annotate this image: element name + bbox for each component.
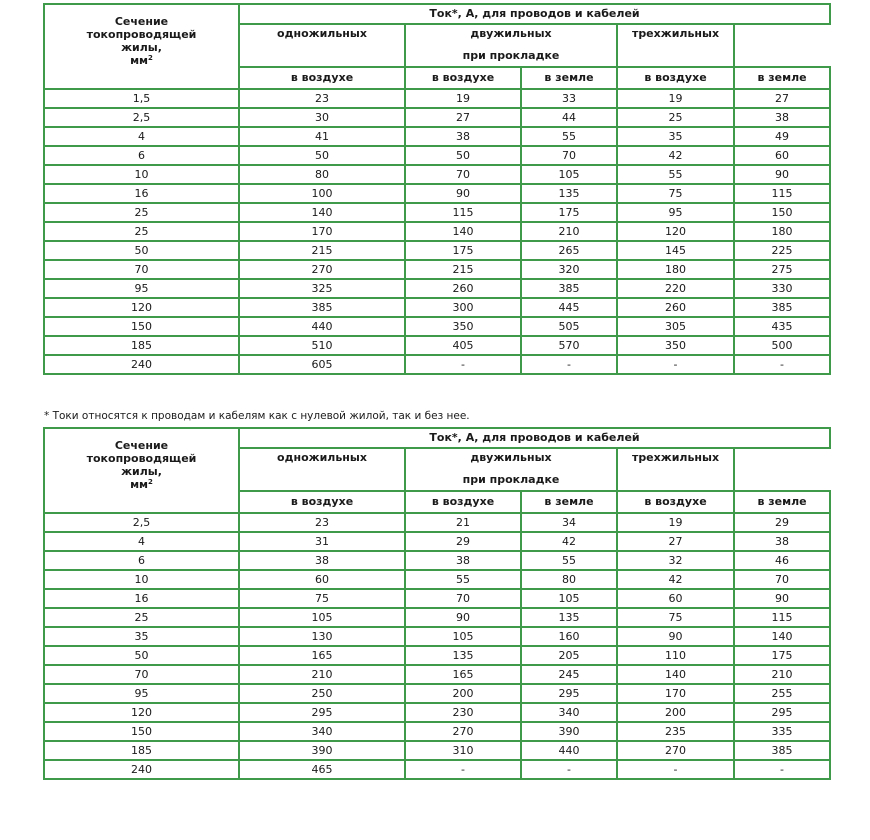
section-cell: 120	[44, 703, 239, 722]
current-cell: 140	[405, 222, 521, 241]
section-cell: 70	[44, 260, 239, 279]
current-cell: 135	[521, 608, 617, 627]
in-air-header: в воздухе	[405, 67, 521, 89]
current-cell: 55	[405, 570, 521, 589]
section-cell: 6	[44, 551, 239, 570]
current-cell: 435	[734, 317, 830, 336]
section-cell: 16	[44, 184, 239, 203]
table-row	[44, 317, 830, 336]
current-cell: 75	[617, 184, 734, 203]
current-cell: 350	[617, 336, 734, 355]
current-cell: 29	[405, 532, 521, 551]
current-table-2	[43, 427, 831, 780]
section-cell: 185	[44, 336, 239, 355]
laying-header: при прокладке	[405, 46, 617, 67]
current-cell: 305	[617, 317, 734, 336]
current-cell: 225	[734, 241, 830, 260]
laying-header: при прокладке	[405, 470, 617, 491]
section-header: Сечение токопроводящей жилы, $мм^2$	[44, 428, 239, 513]
current-cell: 135	[405, 646, 521, 665]
current-cell: 175	[405, 241, 521, 260]
current-cell: 295	[521, 684, 617, 703]
current-cell: 570	[521, 336, 617, 355]
current-table-1	[43, 3, 831, 375]
current-cell: 70	[405, 165, 521, 184]
current-cell: 38	[405, 551, 521, 570]
current-cell: 50	[405, 146, 521, 165]
section-header: Сечение токопроводящей жилы, $мм^2$	[44, 4, 239, 89]
section-cell: 16	[44, 589, 239, 608]
current-cell: -	[521, 760, 617, 779]
table-row	[44, 260, 830, 279]
current-cell: 310	[405, 741, 521, 760]
current-cell: -	[405, 760, 521, 779]
two-core-header: двужильных	[405, 448, 617, 470]
section-cell: 2,5	[44, 513, 239, 532]
current-cell: 135	[521, 184, 617, 203]
in-ground-header: в земле	[521, 67, 617, 89]
section-cell: 50	[44, 646, 239, 665]
current-cell: 165	[239, 646, 405, 665]
in-ground-header: в земле	[521, 491, 617, 513]
current-cell: 130	[239, 627, 405, 646]
current-cell: 90	[617, 627, 734, 646]
current-cell: 35	[617, 127, 734, 146]
section-cell: 50	[44, 241, 239, 260]
current-cell: 115	[734, 184, 830, 203]
in-ground-header: в земле	[734, 491, 830, 513]
current-cell: 34	[521, 513, 617, 532]
section-cell: 4	[44, 127, 239, 146]
table-header	[44, 428, 830, 513]
current-cell: 210	[734, 665, 830, 684]
table-row	[44, 336, 830, 355]
current-cell: 55	[521, 127, 617, 146]
table-row	[44, 165, 830, 184]
section-cell: 1,5	[44, 89, 239, 108]
current-cell: 110	[617, 646, 734, 665]
single-core-header: одножильных	[239, 24, 405, 67]
current-cell: 49	[734, 127, 830, 146]
current-cell: 250	[239, 684, 405, 703]
current-cell: 295	[239, 703, 405, 722]
current-cell: 60	[239, 570, 405, 589]
current-cell: 510	[239, 336, 405, 355]
table-row	[44, 741, 830, 760]
current-cell: 55	[617, 165, 734, 184]
current-cell: -	[734, 355, 830, 374]
current-cell: 255	[734, 684, 830, 703]
current-cell: 46	[734, 551, 830, 570]
table-row	[44, 627, 830, 646]
current-cell: -	[405, 355, 521, 374]
current-cell: 215	[239, 241, 405, 260]
table-row	[44, 241, 830, 260]
current-cell: 23	[239, 513, 405, 532]
current-cell: 32	[617, 551, 734, 570]
current-cell: 385	[239, 298, 405, 317]
current-cell: 270	[617, 741, 734, 760]
current-cell: 38	[405, 127, 521, 146]
current-cell: 350	[405, 317, 521, 336]
current-cell: 105	[521, 165, 617, 184]
section-cell: 4	[44, 532, 239, 551]
current-cell: 27	[405, 108, 521, 127]
table-row	[44, 532, 830, 551]
current-cell: 390	[239, 741, 405, 760]
current-cell: 21	[405, 513, 521, 532]
in-air-header: в воздухе	[617, 67, 734, 89]
current-cell: 265	[521, 241, 617, 260]
section-cell: 2,5	[44, 108, 239, 127]
in-air-header: в воздухе	[617, 491, 734, 513]
current-cell: 230	[405, 703, 521, 722]
current-cell: 105	[405, 627, 521, 646]
current-cell: 60	[617, 589, 734, 608]
current-cell: 465	[239, 760, 405, 779]
table-row	[44, 551, 830, 570]
current-cell: 335	[734, 722, 830, 741]
current-title: Ток*, А, для проводов и кабелей	[239, 428, 830, 448]
current-cell: 320	[521, 260, 617, 279]
current-cell: 80	[239, 165, 405, 184]
current-cell: -	[617, 760, 734, 779]
current-cell: 200	[405, 684, 521, 703]
table-row	[44, 89, 830, 108]
section-cell: 10	[44, 570, 239, 589]
current-cell: 215	[405, 260, 521, 279]
section-cell: 95	[44, 279, 239, 298]
in-air-header: в воздухе	[405, 491, 521, 513]
current-cell: 175	[521, 203, 617, 222]
current-cell: 150	[734, 203, 830, 222]
current-cell: 210	[239, 665, 405, 684]
current-cell: 140	[239, 203, 405, 222]
section-cell: 95	[44, 684, 239, 703]
current-cell: 50	[239, 146, 405, 165]
table-row	[44, 513, 830, 532]
table-row	[44, 127, 830, 146]
current-cell: 270	[405, 722, 521, 741]
table-header	[44, 4, 830, 89]
table-row	[44, 722, 830, 741]
current-cell: 295	[734, 703, 830, 722]
current-cell: 175	[734, 646, 830, 665]
in-air-header: в воздухе	[239, 491, 405, 513]
section-cell: 35	[44, 627, 239, 646]
current-cell: 44	[521, 108, 617, 127]
current-cell: 325	[239, 279, 405, 298]
current-cell: 19	[405, 89, 521, 108]
current-cell: 23	[239, 89, 405, 108]
current-cell: 160	[521, 627, 617, 646]
table-row	[44, 684, 830, 703]
table-row	[44, 760, 830, 779]
current-title: Ток*, А, для проводов и кабелей	[239, 4, 830, 24]
current-cell: 90	[405, 608, 521, 627]
current-cell: 165	[405, 665, 521, 684]
two-core-header: двужильных	[405, 24, 617, 46]
table-row	[44, 355, 830, 374]
table-row	[44, 703, 830, 722]
section-cell: 120	[44, 298, 239, 317]
current-cell: 60	[734, 146, 830, 165]
section-cell: 25	[44, 203, 239, 222]
current-cell: -	[521, 355, 617, 374]
current-cell: 205	[521, 646, 617, 665]
table-row	[44, 589, 830, 608]
current-cell: 38	[239, 551, 405, 570]
current-cell: 385	[734, 741, 830, 760]
current-cell: 170	[239, 222, 405, 241]
table-body	[44, 89, 830, 374]
current-cell: 500	[734, 336, 830, 355]
current-cell: 27	[734, 89, 830, 108]
section-cell: 185	[44, 741, 239, 760]
current-cell: 210	[521, 222, 617, 241]
current-cell: 505	[521, 317, 617, 336]
three-core-header: трехжильных	[617, 24, 734, 67]
current-cell: 385	[734, 298, 830, 317]
table-row	[44, 608, 830, 627]
current-cell: 38	[734, 108, 830, 127]
table-row	[44, 203, 830, 222]
table-row	[44, 108, 830, 127]
current-cell: 145	[617, 241, 734, 260]
current-cell: 180	[617, 260, 734, 279]
current-cell: 330	[734, 279, 830, 298]
current-cell: 390	[521, 722, 617, 741]
current-cell: 38	[734, 532, 830, 551]
section-cell: 6	[44, 146, 239, 165]
in-ground-header: в земле	[734, 67, 830, 89]
current-cell: 90	[405, 184, 521, 203]
current-cell: 31	[239, 532, 405, 551]
current-cell: 260	[617, 298, 734, 317]
current-cell: 25	[617, 108, 734, 127]
current-cell: 100	[239, 184, 405, 203]
current-cell: 170	[617, 684, 734, 703]
current-cell: 200	[617, 703, 734, 722]
table-row	[44, 298, 830, 317]
current-cell: 42	[617, 146, 734, 165]
current-cell: 33	[521, 89, 617, 108]
current-cell: 340	[239, 722, 405, 741]
current-cell: 70	[405, 589, 521, 608]
table-row	[44, 570, 830, 589]
three-core-header: трехжильных	[617, 448, 734, 491]
current-cell: 27	[617, 532, 734, 551]
current-cell: 120	[617, 222, 734, 241]
table-body	[44, 513, 830, 779]
current-cell: 115	[734, 608, 830, 627]
current-cell: 90	[734, 165, 830, 184]
current-cell: 260	[405, 279, 521, 298]
table-row	[44, 646, 830, 665]
current-cell: 29	[734, 513, 830, 532]
table-row	[44, 184, 830, 203]
current-cell: 105	[239, 608, 405, 627]
current-cell: 405	[405, 336, 521, 355]
section-cell: 25	[44, 222, 239, 241]
current-cell: 245	[521, 665, 617, 684]
table-row	[44, 279, 830, 298]
current-cell: -	[734, 760, 830, 779]
current-cell: 80	[521, 570, 617, 589]
current-cell: 440	[521, 741, 617, 760]
current-cell: 220	[617, 279, 734, 298]
current-cell: 42	[521, 532, 617, 551]
current-cell: 42	[617, 570, 734, 589]
footnote: * Токи относятся к проводам и кабелям как с нулевой жилой, так и без нее.	[44, 410, 470, 422]
current-cell: 19	[617, 513, 734, 532]
in-air-header: в воздухе	[239, 67, 405, 89]
current-cell: 440	[239, 317, 405, 336]
current-cell: 140	[734, 627, 830, 646]
current-cell: 605	[239, 355, 405, 374]
current-cell: 385	[521, 279, 617, 298]
current-cell: 445	[521, 298, 617, 317]
current-cell: 115	[405, 203, 521, 222]
current-cell: 70	[734, 570, 830, 589]
current-cell: 300	[405, 298, 521, 317]
current-cell: 41	[239, 127, 405, 146]
section-cell: 25	[44, 608, 239, 627]
current-cell: 30	[239, 108, 405, 127]
current-cell: 70	[521, 146, 617, 165]
section-cell: 150	[44, 317, 239, 336]
current-cell: 19	[617, 89, 734, 108]
current-cell: 75	[239, 589, 405, 608]
current-cell: 270	[239, 260, 405, 279]
table-row	[44, 665, 830, 684]
current-cell: 235	[617, 722, 734, 741]
current-cell: 105	[521, 589, 617, 608]
section-cell: 240	[44, 760, 239, 779]
single-core-header: одножильных	[239, 448, 405, 491]
current-cell: -	[617, 355, 734, 374]
current-cell: 90	[734, 589, 830, 608]
table-row	[44, 146, 830, 165]
current-cell: 55	[521, 551, 617, 570]
section-cell: 150	[44, 722, 239, 741]
current-cell: 340	[521, 703, 617, 722]
current-cell: 75	[617, 608, 734, 627]
table-row	[44, 222, 830, 241]
current-cell: 140	[617, 665, 734, 684]
current-cell: 95	[617, 203, 734, 222]
current-cell: 275	[734, 260, 830, 279]
section-cell: 70	[44, 665, 239, 684]
section-cell: 10	[44, 165, 239, 184]
section-cell: 240	[44, 355, 239, 374]
current-cell: 180	[734, 222, 830, 241]
